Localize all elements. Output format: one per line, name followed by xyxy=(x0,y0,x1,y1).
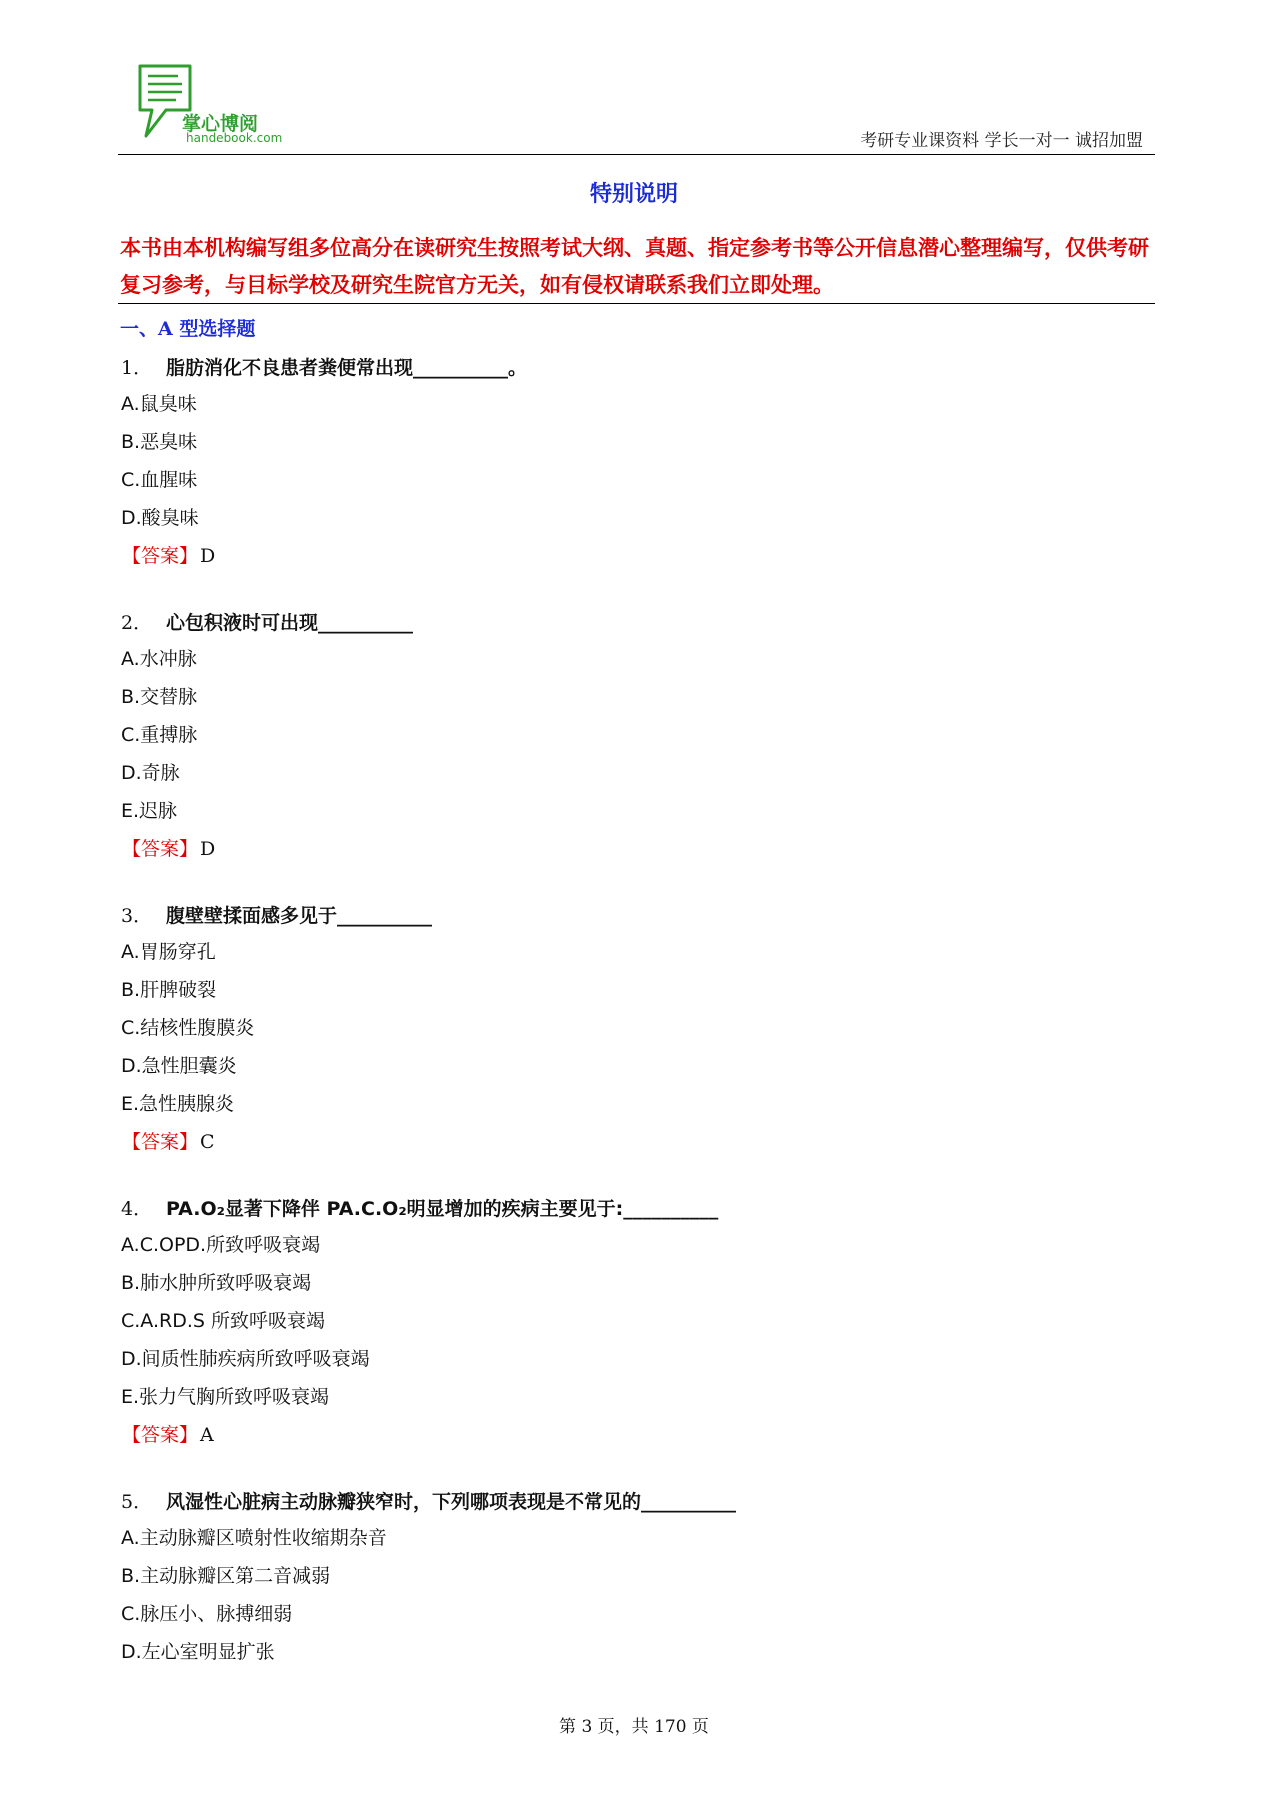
question-option: B.肝脾破裂 xyxy=(121,979,217,1001)
answer-value: D xyxy=(200,545,216,567)
question-text: 风湿性心脏病主动脉瓣狭窄时，下列哪项表现是不常见的__________ xyxy=(166,1491,737,1513)
question-option: A.C.OPD.所致呼吸衰竭 xyxy=(121,1234,321,1256)
answer-label: 【答案】 xyxy=(122,1424,199,1446)
question-stem xyxy=(121,353,527,380)
notice-divider xyxy=(118,303,1155,304)
section-type-letter: A xyxy=(158,318,173,340)
page-header xyxy=(118,58,1155,156)
question-option: E.张力气胸所致呼吸衰竭 xyxy=(121,1386,330,1408)
question-answer xyxy=(122,1420,214,1447)
logo-url: handebook.com xyxy=(186,131,283,145)
notice-title: 特别说明 xyxy=(589,182,678,207)
section-heading xyxy=(120,314,255,341)
question-text: 脂肪消化不良患者粪便常出现__________。 xyxy=(166,357,528,379)
header-tagline: 考研专业课资料 学长一对一 诚招加盟 xyxy=(860,131,1143,151)
answer-value: D xyxy=(200,838,216,860)
question-number: 1． xyxy=(121,357,153,379)
header-divider xyxy=(118,154,1155,155)
answer-label: 【答案】 xyxy=(122,838,199,860)
question-option: D.间质性肺疾病所致呼吸衰竭 xyxy=(121,1348,370,1370)
question-stem xyxy=(121,1487,736,1514)
question-option: B.主动脉瓣区第二音减弱 xyxy=(121,1565,331,1587)
question-answer xyxy=(122,1127,215,1154)
question-option: A.鼠臭味 xyxy=(121,393,197,415)
question-option: C.A.RD.S 所致呼吸衰竭 xyxy=(121,1310,325,1332)
question-option: A.主动脉瓣区喷射性收缩期杂音 xyxy=(121,1527,387,1549)
section-suffix: 型选择题 xyxy=(172,318,256,340)
question-option: D.酸臭味 xyxy=(121,507,199,529)
question-option: D.左心室明显扩张 xyxy=(121,1641,275,1663)
logo-name: 掌心博阅 xyxy=(182,113,259,135)
question-option: B.交替脉 xyxy=(121,686,198,708)
brand-logo xyxy=(136,62,283,148)
question-option: B.肺水肿所致呼吸衰竭 xyxy=(121,1272,312,1294)
question-number: 5． xyxy=(121,1491,153,1513)
answer-value: C xyxy=(200,1131,215,1153)
question-number: 4． xyxy=(121,1198,153,1220)
notice-body: 本书由本机构编写组多位高分在读研究生按照考试大纲、真题、指定参考书等公开信息潜心整理编写，仅供考研复习参考，与目标学校及研究生院官方无关，如有侵权请联系我们立即处理。 xyxy=(120,236,1149,297)
answer-value: A xyxy=(200,1424,214,1446)
question-option: C.重搏脉 xyxy=(121,724,198,746)
answer-label: 【答案】 xyxy=(122,1131,199,1153)
question-option: C.结核性腹膜炎 xyxy=(121,1017,255,1039)
question-stem xyxy=(121,1194,718,1221)
question-option: A.胃肠穿孔 xyxy=(121,941,216,963)
question-option: C.血腥味 xyxy=(121,469,198,491)
question-option: E.迟脉 xyxy=(121,800,178,822)
question-stem xyxy=(121,608,413,635)
question-number: 2． xyxy=(121,612,153,634)
question-number: 3． xyxy=(121,905,153,927)
question-answer xyxy=(122,834,215,861)
question-option: D.奇脉 xyxy=(121,762,180,784)
question-option: E.急性胰腺炎 xyxy=(121,1093,235,1115)
question-option: C.脉压小、脉搏细弱 xyxy=(121,1603,293,1625)
question-text: PA.O₂显著下降伴 PA.C.O₂明显增加的疾病主要见于:__________ xyxy=(166,1198,719,1220)
answer-label: 【答案】 xyxy=(122,545,199,567)
question-option: B.恶臭味 xyxy=(121,431,198,453)
question-option: D.急性胆囊炎 xyxy=(121,1055,237,1077)
section-prefix: 一、 xyxy=(120,318,159,340)
question-answer xyxy=(122,541,215,568)
question-stem xyxy=(121,901,432,928)
question-text: 腹壁壁揉面感多见于__________ xyxy=(166,905,433,927)
question-text: 心包积液时可出现__________ xyxy=(166,612,414,634)
page-footer: 第 3 页，共 170 页 xyxy=(559,1717,709,1737)
question-option: A.水冲脉 xyxy=(121,648,197,670)
